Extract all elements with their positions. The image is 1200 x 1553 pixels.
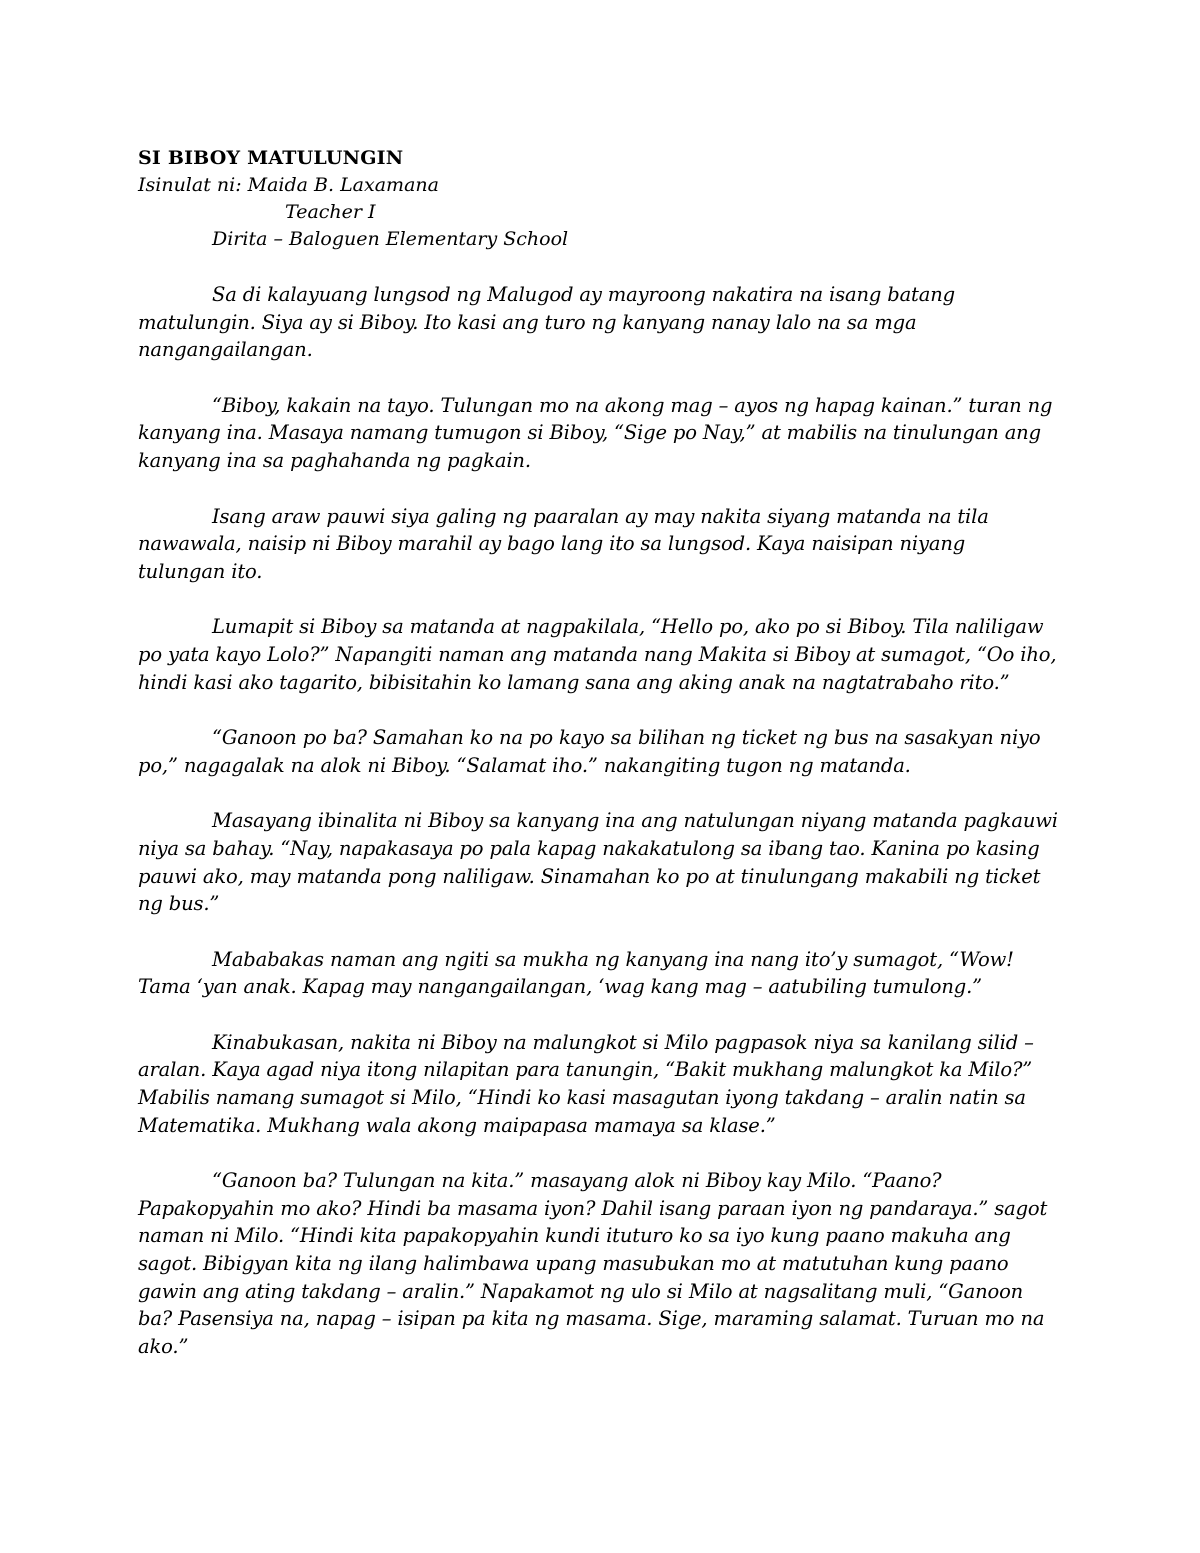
story-paragraph: Sa di kalayuang lungsod ng Malugod ay mayroong nakatira na isang batang matulungin. Siya ay si Biboy. Ito kasi ang turo ng kanyang nanay lalo na sa mga nangangailangan. [138, 283, 955, 362]
author-position: Teacher I [285, 201, 376, 223]
story-title: SI BIBOY MATULUNGIN [138, 147, 404, 169]
story-paragraph: Isang araw pauwi siya galing ng paaralan ay may nakita siyang matanda na tila nawawala, naisip ni Biboy marahil ay bago lang ito sa lungsod. Kaya naisipan niyang tulungan ito. [138, 504, 989, 583]
story-paragraph: Mababakas naman ang ngiti sa mukha ng kanyang ina nang ito’y sumagot, “Wow! Tama ‘yan anak. Kapag may nangangailangan, ‘wag kang mag – aatubiling tumulong.” [138, 947, 1014, 999]
document-body [138, 145, 1058, 1360]
author-school: Dirita – Baloguen Elementary School [212, 228, 569, 250]
story-paragraph: “Biboy, kakain na tayo. Tulungan mo na akong mag – ayos ng hapag kainan.” turan ng kanyang ina. Masaya namang tumugon si Biboy, “Sige po Nay,” at mabilis na tinulungan ang kanyang ina sa paghahanda ng pagkain. [138, 393, 1053, 472]
story-paragraph: “Ganoon ba? Tulungan na kita.” masayang alok ni Biboy kay Milo. “Paano? Papakopyahin mo ako? Hindi ba masama iyon? Dahil isang paraan iyon ng pandaraya.” sagot naman ni Milo. “Hindi kita papakopyahin kundi ituturo ko sa iyo kung paano makuha ang sagot. Bibigyan kita ng ilang halimbawa upang masubukan mo at matutuhan kung paano gawin ang ating takdang – aralin.” Napakamot ng ulo si Milo at nagsalitang muli, “Ganoon ba? Pasensiya na, napag – isipan pa kita ng masama. Sige, maraming salamat. Turuan mo na ako.” [138, 1169, 1048, 1358]
story-paragraph: Kinabukasan, nakita ni Biboy na malungkot si Milo pagpasok niya sa kanilang silid – aralan. Kaya agad niya itong nilapitan para tanungin, “Bakit mukhang malungkot ka Milo?” Mabilis namang sumagot si Milo, “Hindi ko kasi masagutan iyong takdang – aralin natin sa Matematika. Mukhang wala akong maipapasa mamaya sa klase.” [138, 1030, 1034, 1137]
story-paragraph: “Ganoon po ba? Samahan ko na po kayo sa bilihan ng ticket ng bus na sasakyan niyo po,” nagagalak na alok ni Biboy. “Salamat iho.” nakangiting tugon ng matanda. [138, 726, 1041, 777]
story-paragraph: Lumapit si Biboy sa matanda at nagpakilala, “Hello po, ako po si Biboy. Tila naliligaw po yata kayo Lolo?” Napangiti naman ang matanda nang Makita si Biboy at sumagot, “Oo iho, hindi kasi ako tagarito, bibisitahin ko lamang sana ang aking anak na nagtatrabaho rito.” [138, 615, 1057, 694]
author-line: Isinulat ni: Maida B. Laxamana [138, 174, 439, 196]
story-paragraph: Masayang ibinalita ni Biboy sa kanyang ina ang natulungan niyang matanda pagkauwi niya sa bahay. “Nay, napakasaya po pala kapag nakakatulong sa ibang tao. Kanina po kasing pauwi ako, may matanda pong naliligaw. Sinamahan ko po at tinulungang makabili ng ticket ng bus.” [138, 809, 1058, 916]
